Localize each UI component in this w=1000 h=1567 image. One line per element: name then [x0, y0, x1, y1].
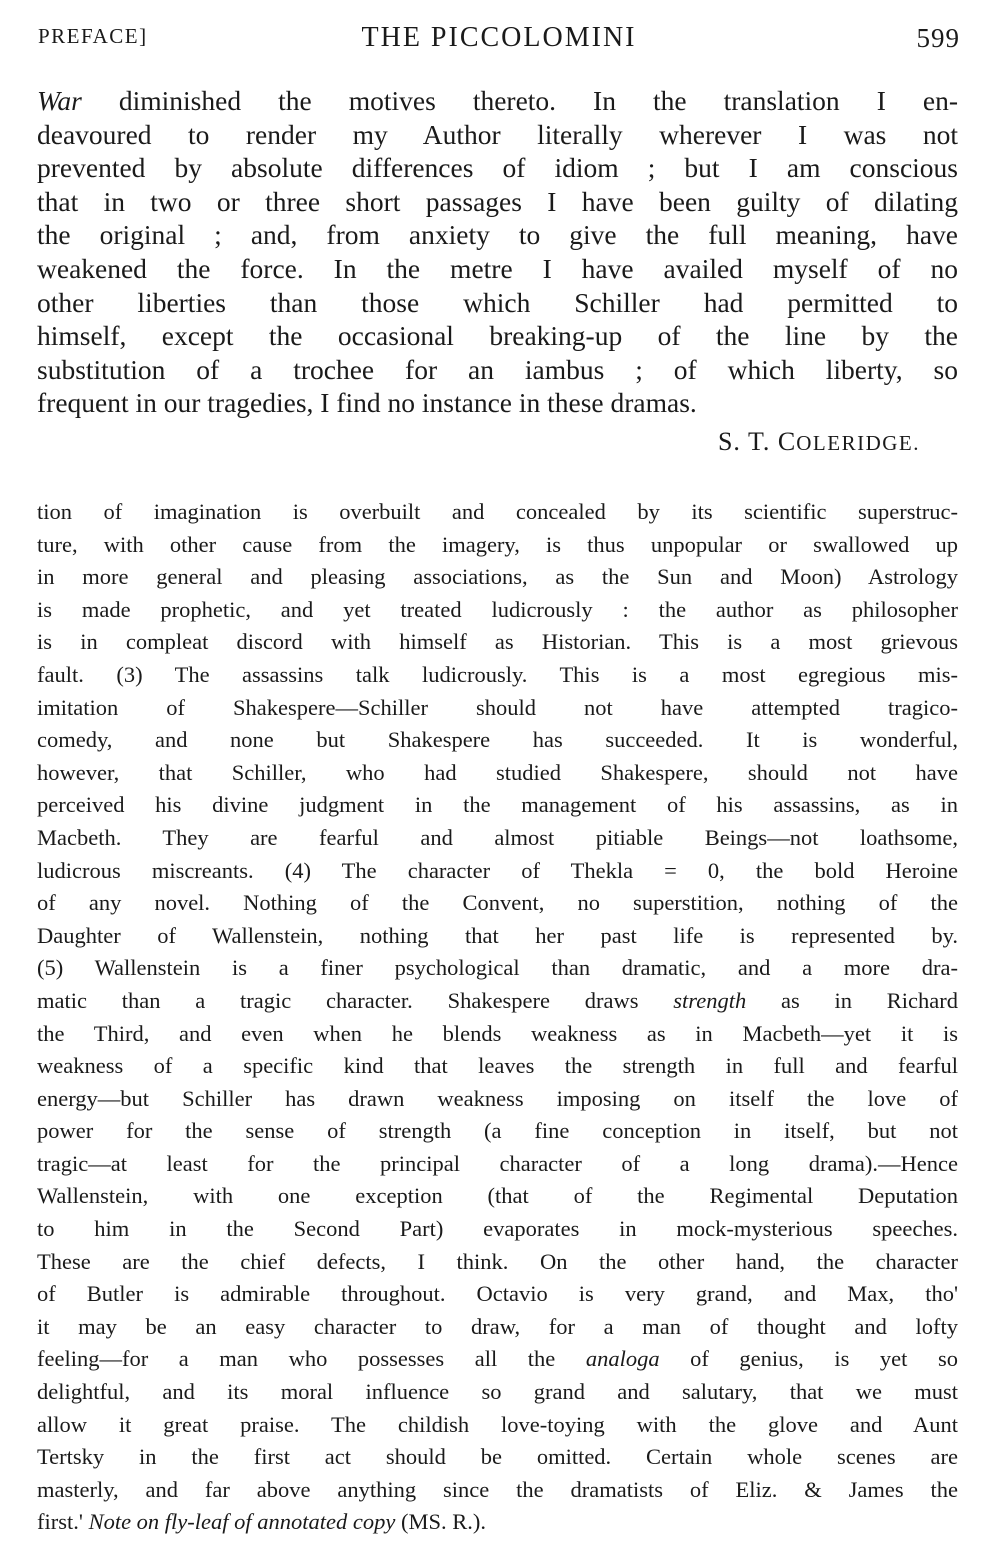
note-line: energy—but Schiller has drawn weakness imposing on itself the love of	[37, 1085, 958, 1111]
text-line	[37, 218, 958, 252]
footnote-text	[37, 496, 958, 1539]
text-line	[37, 386, 958, 420]
note-line: is in compleat discord with himself as Historian. This is a most grievous	[37, 629, 958, 655]
note-line: (5) Wallenstein is a finer psychological than dramatic, and a more dra-	[37, 955, 958, 981]
note-line: imitation of Shakespere—Schiller should not have attempted tragico-	[37, 694, 958, 720]
line-text: diminished the motives thereto. In the translation I en-	[81, 85, 958, 116]
text-line	[37, 252, 958, 286]
line-text: that in two or three short passages I have been guilty of dilating	[37, 185, 958, 217]
note-line	[37, 985, 958, 1018]
line-text: (MS. R.).	[395, 1509, 487, 1535]
signature-surname: OLERIDGE.	[796, 430, 920, 455]
text-line	[37, 84, 958, 118]
note-line: tragic—at least for the principal character of a long drama).—Hence	[37, 1150, 958, 1176]
note-line: power for the sense of strength (a fine conception in itself, but not	[37, 1118, 958, 1144]
line-text: other liberties than those which Schiller had permitted to	[37, 286, 958, 318]
note-line	[37, 1506, 958, 1539]
text-line	[37, 286, 958, 320]
page-title: THE PICCOLOMINI	[361, 22, 637, 53]
note-line: tion of imagination is overbuilt and concealed by its scientific superstruc-	[37, 499, 958, 524]
running-header	[38, 22, 960, 56]
note-line: comedy, and none but Shakespere has succeeded. It is wonderful,	[37, 727, 958, 753]
note-line	[37, 1343, 958, 1376]
line-text: the original ; and, from anxiety to give the full meaning, have	[37, 219, 958, 251]
line-text: frequent in our tragedies, I find no instance in these dramas.	[37, 387, 697, 419]
line-text: himself, except the occasional breaking-up of the line by the	[37, 320, 958, 352]
page-number: 599	[916, 23, 960, 53]
note-line: delightful, and its moral influence so grand and salutary, that we must	[37, 1379, 958, 1405]
note-line: Macbeth. They are fearful and almost pitiable Beings—not loathsome,	[37, 824, 958, 850]
line-text: first.'	[37, 1509, 89, 1535]
italic-text: strength	[673, 987, 747, 1013]
text-line	[37, 353, 958, 387]
italic-text: Note on fly-leaf of annotated copy	[88, 1509, 396, 1535]
section-label: PREFACE]	[38, 24, 148, 48]
line-text: weakened the force. In the metre I have availed myself of no	[37, 252, 958, 284]
note-line: masterly, and far above anything since the dramatists of Eliz. & James the	[37, 1476, 958, 1502]
note-line: weakness of a specific kind that leaves the strength in full and fearful	[37, 1053, 958, 1079]
preface-text	[37, 84, 958, 464]
signature-initials: S. T. C	[717, 426, 797, 456]
line-text: as in Richard	[746, 987, 958, 1013]
note-line: in more general and pleasing associations, as the Sun and Moon) Astrology	[37, 564, 958, 590]
note-line: ture, with other cause from the imagery, is thus unpopular or swallowed up	[37, 531, 958, 557]
note-line: ludicrous miscreants. (4) The character of Thekla = 0, the bold Heroine	[37, 857, 958, 883]
note-line: These are the chief defects, I think. On the other hand, the character	[37, 1248, 958, 1274]
signature	[37, 420, 958, 464]
line-text: feeling—for a man who possesses all the	[37, 1346, 586, 1372]
line-text: of genius, is yet so	[659, 1346, 958, 1372]
note-line: it may be an easy character to draw, for a man of thought and lofty	[37, 1313, 958, 1339]
line-text: matic than a tragic character. Shakespere draws	[37, 987, 674, 1013]
italic-text: War	[37, 85, 82, 116]
note-line: however, that Schiller, who had studied Shakespere, should not have	[37, 759, 958, 785]
italic-text: analoga	[585, 1346, 660, 1372]
text-line	[37, 118, 958, 152]
text-line	[37, 151, 958, 185]
note-line: perceived his divine judgment in the management of his assassins, as in	[37, 792, 958, 818]
note-line: allow it great praise. The childish love-toying with the glove and Aunt	[37, 1411, 958, 1437]
line-text: substitution of a trochee for an iambus ; of which liberty, so	[37, 353, 958, 385]
note-line: Daughter of Wallenstein, nothing that her past life is represented by.	[37, 922, 958, 948]
note-line: of Butler is admirable throughout. Octavio is very grand, and Max, tho'	[37, 1281, 958, 1307]
text-line	[37, 319, 958, 353]
note-line: to him in the Second Part) evaporates in mock-mysterious speeches.	[37, 1216, 958, 1242]
note-line: is made prophetic, and yet treated ludicrously : the author as philosopher	[37, 596, 958, 622]
line-text: deavoured to render my Author literally wherever I was not	[37, 118, 958, 150]
note-line: Wallenstein, with one exception (that of the Regimental Deputation	[37, 1183, 958, 1209]
note-line: fault. (3) The assassins talk ludicrously. This is a most egregious mis-	[37, 661, 958, 687]
note-line: the Third, and even when he blends weakness as in Macbeth—yet it is	[37, 1020, 958, 1046]
line-text: prevented by absolute differences of idiom ; but I am conscious	[37, 152, 958, 184]
text-line	[37, 185, 958, 219]
note-line: Tertsky in the first act should be omitted. Certain whole scenes are	[37, 1444, 958, 1470]
note-line: of any novel. Nothing of the Convent, no superstition, nothing of the	[37, 890, 958, 916]
